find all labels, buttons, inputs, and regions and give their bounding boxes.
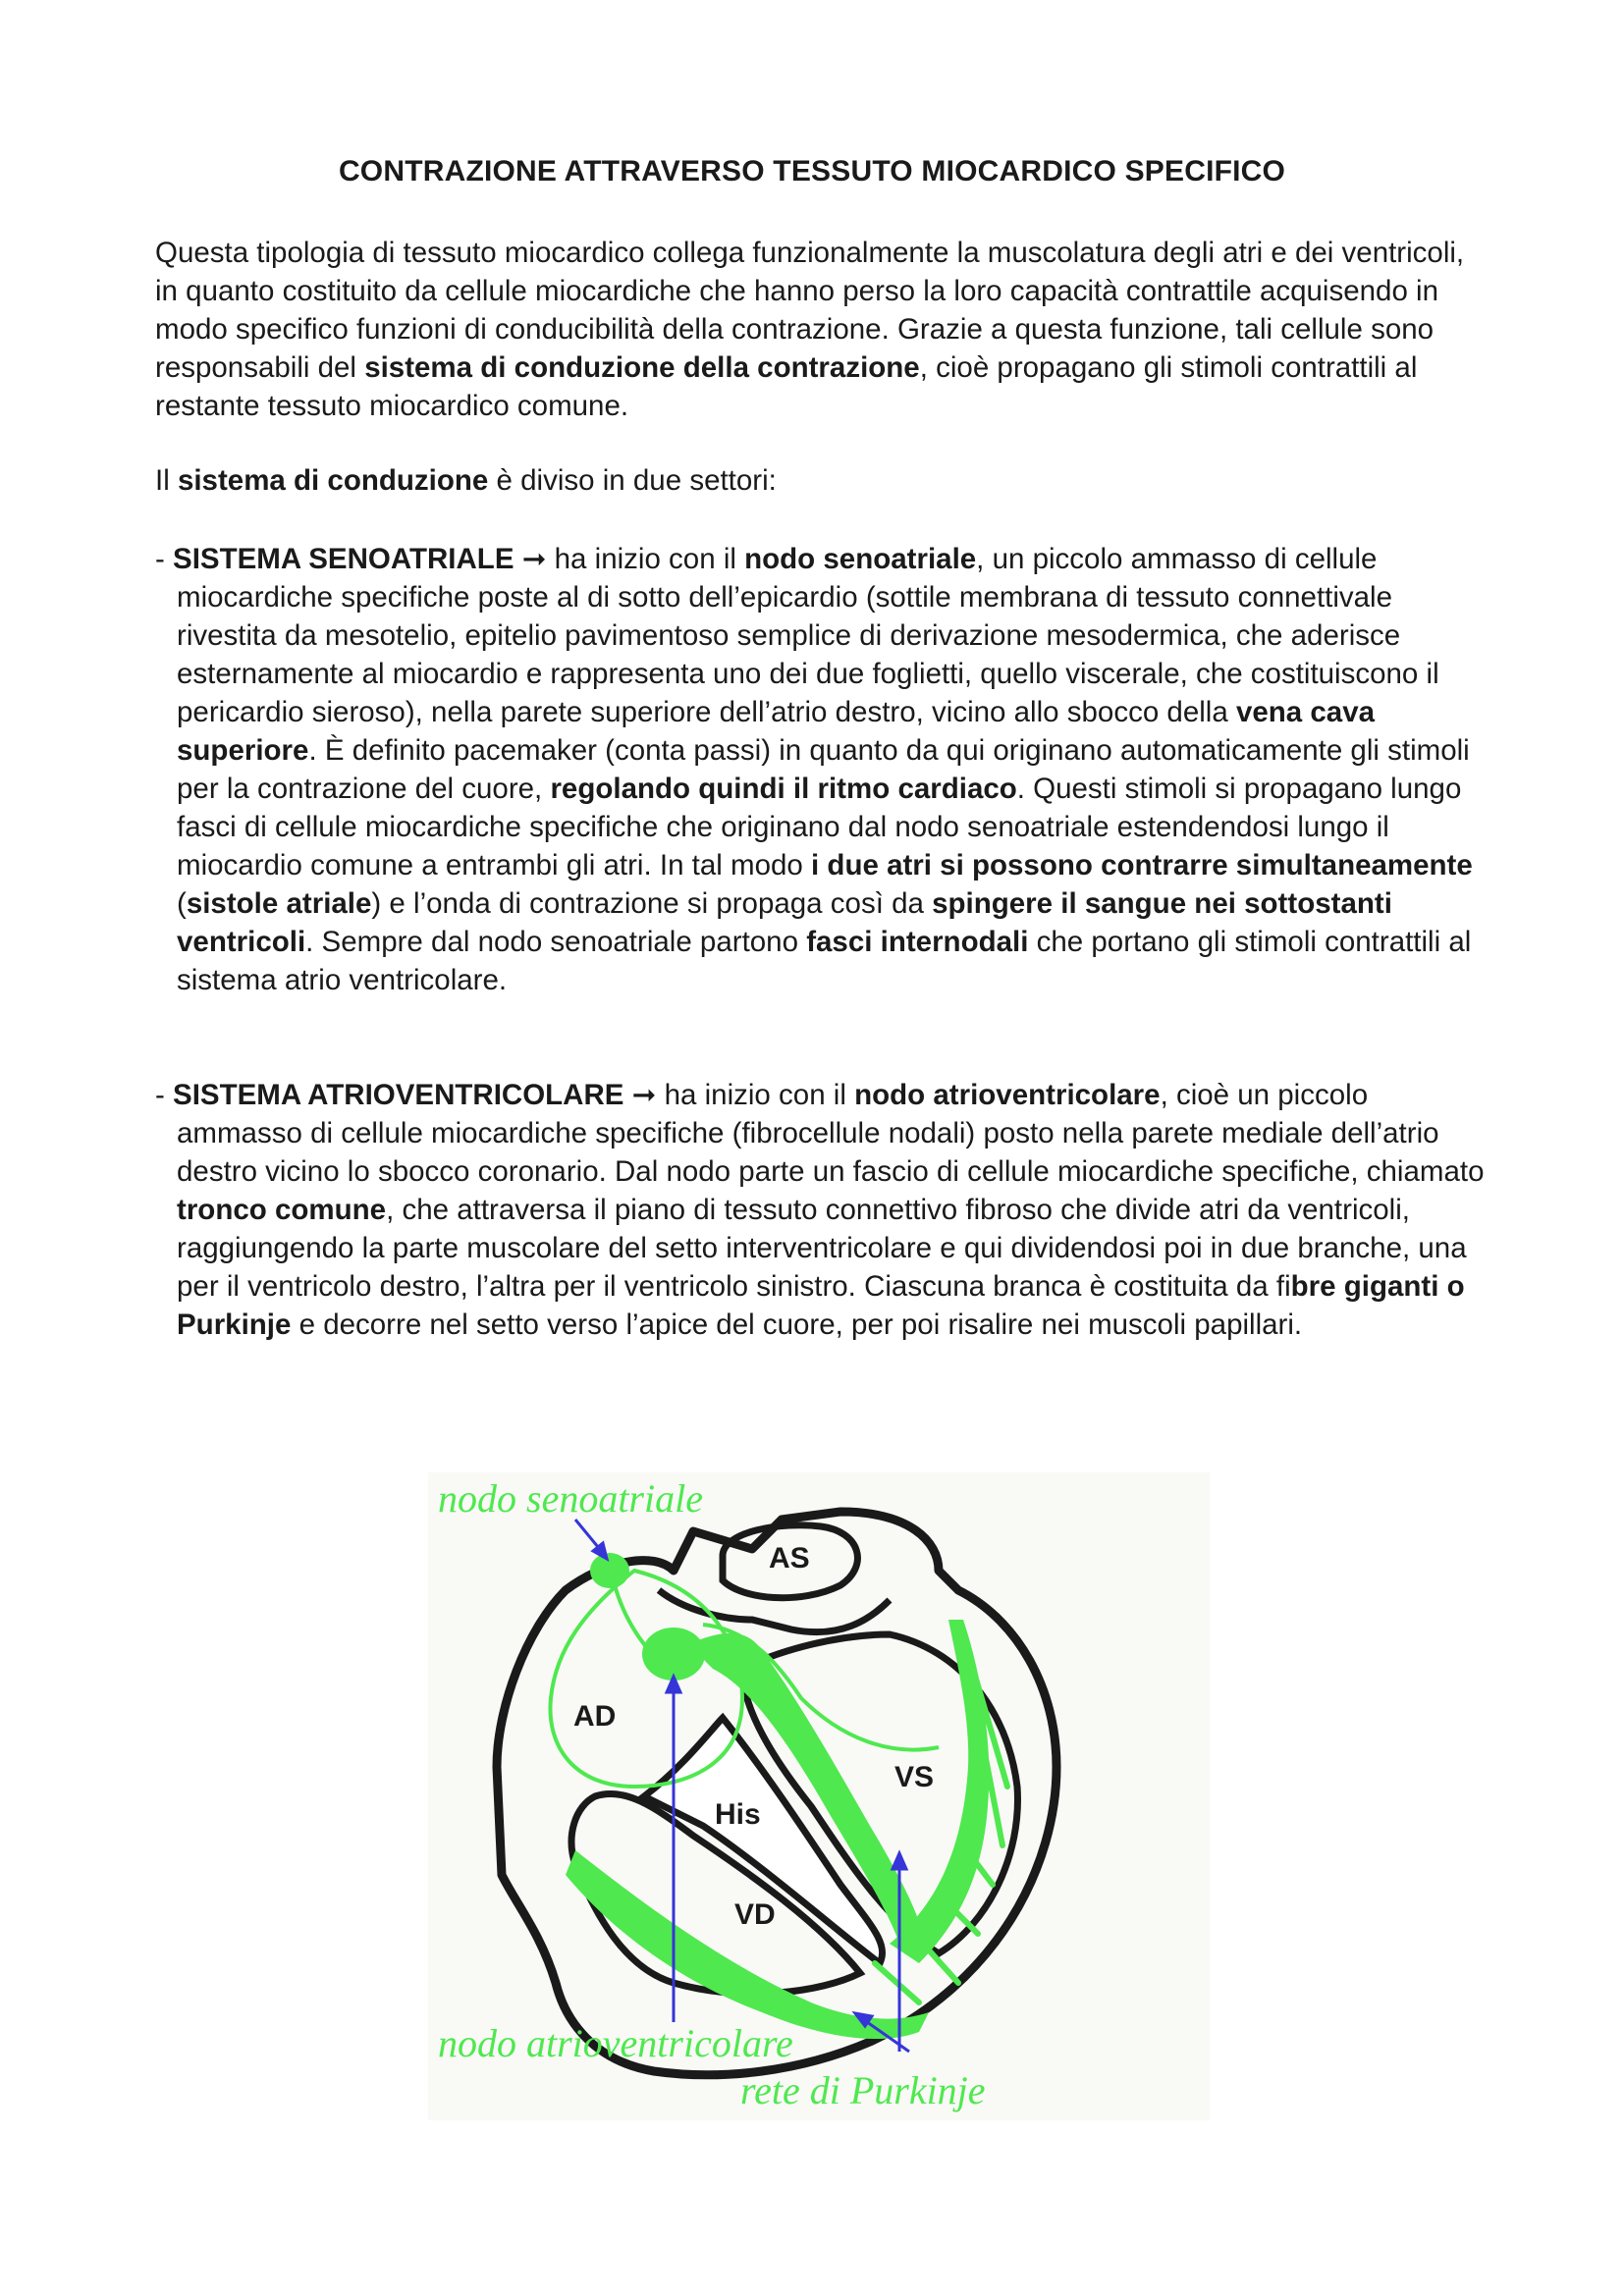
label-vd: VD (734, 1898, 776, 1931)
label-his: His (715, 1798, 761, 1831)
senoatriale-bold-4: i due atri si possono contrarre simultaneamente (811, 849, 1473, 881)
division-paragraph (155, 461, 1490, 500)
senoatriale-text-2: , un piccolo ammasso di cellule miocardiche specifiche poste al di sotto dell’epicardio (sottile membrana di tessuto connettivale rivestita da mesotelio, epitelio pavimentoso semplice di derivazione mesodermica, che aderisce esternamente al miocardio e rappresenta uno dei due foglietti, quello viscerale, che costituiscono il pericardio sieroso), nella parete superiore dell’atrio destro, vicino allo sbocco della (177, 543, 1439, 728)
senoatriale-bold-1: nodo senoatriale (744, 543, 977, 575)
atrioventricolare-bold-1: nodo atrioventricolare (854, 1079, 1161, 1111)
senoatriale-text-1: ha inizio con il (554, 543, 745, 575)
senoatriale-text-6: ) e l’onda di contrazione si propaga così da (371, 887, 933, 920)
atrioventricolare-text-4: e decorre nel setto verso l’apice del cuore, per poi risalire nei muscoli papillari. (291, 1308, 1303, 1341)
intro-text-2: , cioè propagano gli stimoli contrattili al restante tessuto miocardico comune. (155, 351, 1418, 422)
senoatriale-bold-2: vena cava superiore (177, 696, 1376, 767)
label-ad: AD (573, 1700, 617, 1733)
label-as: AS (769, 1542, 810, 1575)
senoatriale-bold-6: spingere il sangue nei sottostanti ventricoli (177, 887, 1392, 958)
atrioventricolare-text-3: , che attraversa il piano di tessuto connettivo fibroso che divide atri da ventricoli, raggiungendo la parte muscolare del setto interventricolare e qui dividendosi poi in due branche, una per il ventricolo destro, l’altra per il ventricolo sinistro. Ciascuna branca è costituita da fi (177, 1194, 1467, 1303)
label-purkinje: rete di Purkinje (740, 2068, 986, 2112)
atrioventricolare-bold-3: bre giganti o Purkinje (177, 1270, 1465, 1341)
senoatriale-bold-7: fasci internodali (806, 926, 1029, 958)
division-text-2: è diviso in due settori: (488, 464, 777, 497)
sa-node (590, 1553, 629, 1588)
senoatriale-text-4: . Questi stimoli si propagano lungo fasci di cellule miocardiche specifiche che originano dal nodo senoatriale estendendosi lungo il miocardio comune a entrambi gli atri. In tal modo (177, 773, 1462, 881)
senoatriale-text-3: . È definito pacemaker (conta passi) in quanto da qui originano automaticamente gli stimoli per la contrazione del cuore, (177, 734, 1470, 805)
label-av-node: nodo atrioventricolare (438, 2021, 793, 2065)
senoatriale-bold-3: regolando quindi il ritmo cardiaco (550, 773, 1017, 805)
intro-paragraph (155, 234, 1490, 425)
senoatriale-heading: SISTEMA SENOATRIALE (173, 543, 514, 575)
intro-text-1: Questa tipologia di tessuto miocardico collega funzionalmente la muscolatura degli atri e dei ventricoli, in quanto costituito da cellule miocardiche che hanno perso la loro capacità contrattile acquisendo in modo specifico funzioni di conducibilità della contrazione. Grazie a questa funzione, tali cellule sono responsabili del (155, 237, 1465, 384)
list-dash: - (155, 543, 174, 575)
division-text-1: Il (155, 464, 178, 497)
atrioventricolare-text-1: ha inizio con il (664, 1079, 855, 1111)
heart-diagram-svg (428, 1472, 1210, 2120)
arrow-glyph: ➞ (623, 1079, 665, 1111)
atrioventricolare-heading: SISTEMA ATRIOVENTRICOLARE (173, 1079, 624, 1111)
av-node (642, 1628, 705, 1681)
list-item-atrioventricolare (155, 1076, 1490, 1344)
label-sa-node: nodo senoatriale (438, 1476, 703, 1521)
list-dash: - (155, 1079, 174, 1111)
list-item-senoatriale (155, 540, 1490, 999)
atrioventricolare-bold-2: tronco comune (177, 1194, 387, 1226)
label-vs: VS (894, 1761, 935, 1793)
arrow-glyph: ➞ (514, 543, 555, 575)
division-bold-1: sistema di conduzione (177, 464, 489, 497)
senoatriale-text-8: che portano gli stimoli contrattili al sistema atrio ventricolare. (177, 926, 1472, 996)
page-title: CONTRAZIONE ATTRAVERSO TESSUTO MIOCARDICO SPECIFICO (338, 155, 1286, 187)
heart-conduction-diagram (428, 1472, 1210, 2120)
atrioventricolare-text-2: , cioè un piccolo ammasso di cellule miocardiche specifiche (fibrocellule nodali) posto nella parete mediale dell’atrio destro vicino lo sbocco coronario. Dal nodo parte un fascio di cellule miocardiche specifiche, chiamato (177, 1079, 1485, 1188)
intro-bold-1: sistema di conduzione della contrazione (364, 351, 920, 384)
senoatriale-bold-5: sistole atriale (186, 887, 372, 920)
senoatriale-text-5: ( (177, 887, 187, 920)
senoatriale-text-7: . Sempre dal nodo senoatriale partono (305, 926, 807, 958)
